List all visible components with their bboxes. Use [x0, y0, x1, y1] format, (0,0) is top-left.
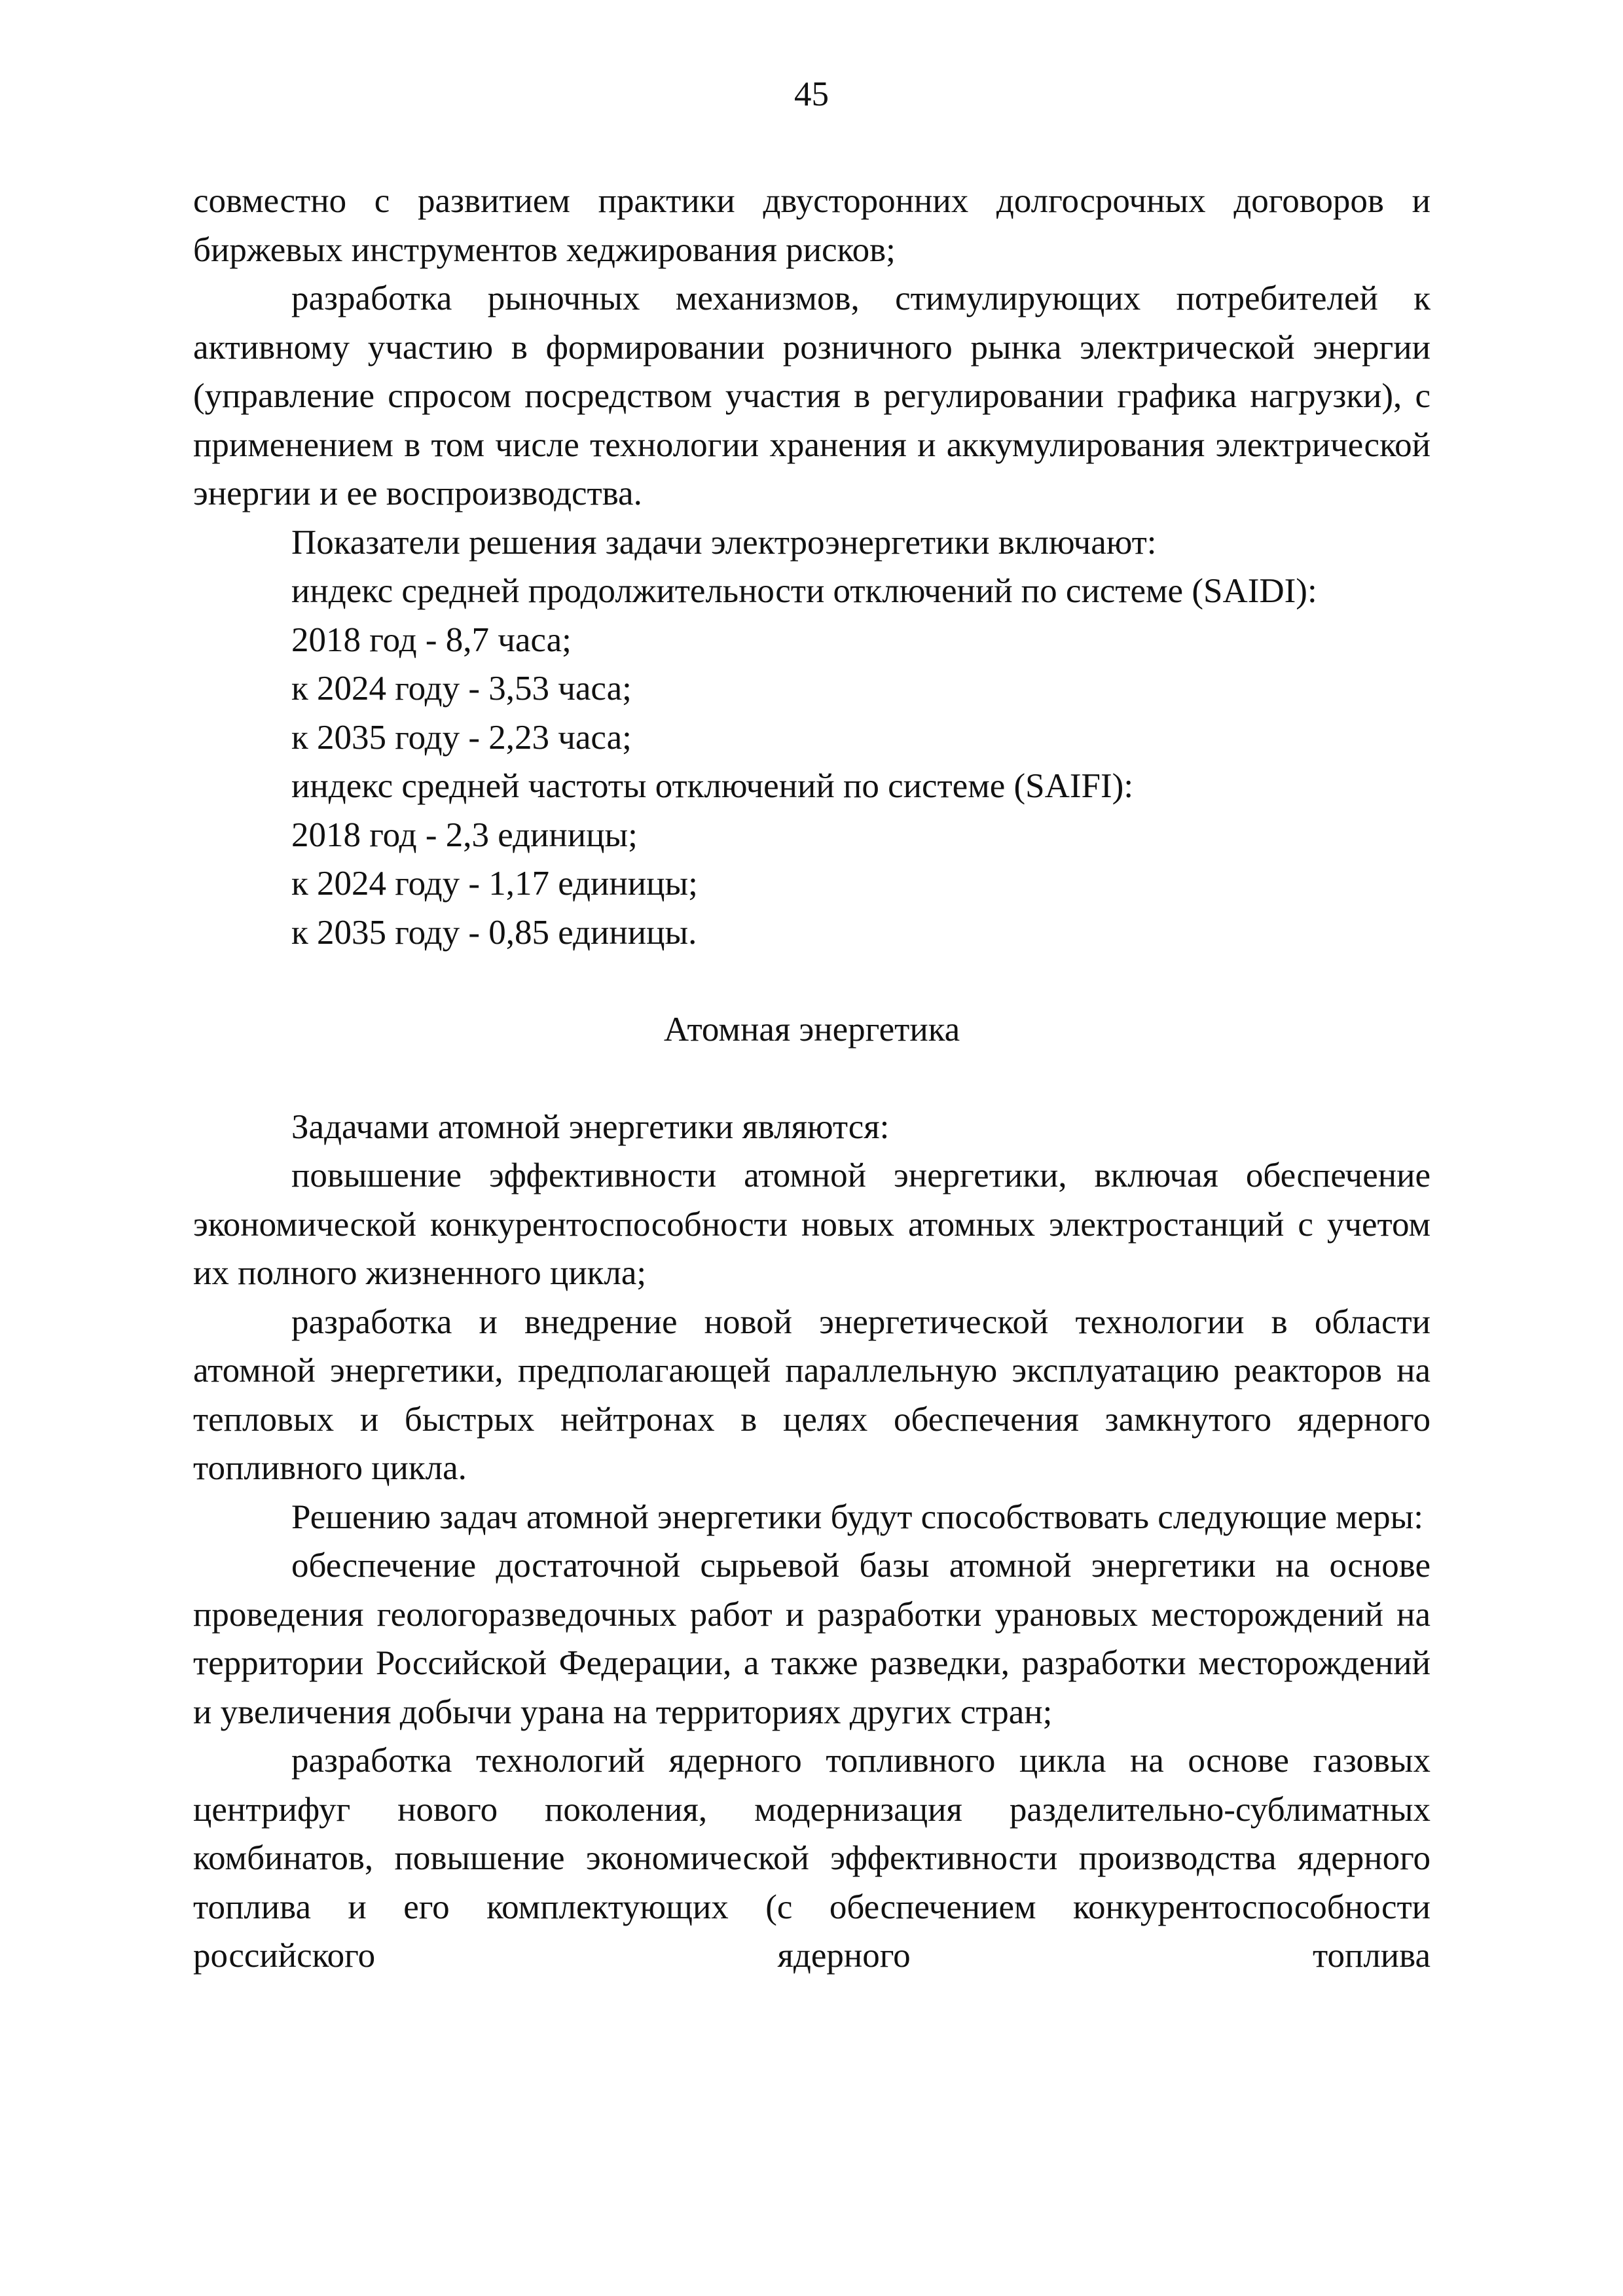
- saidi-2018: 2018 год - 8,7 часа;: [291, 620, 572, 659]
- saidi-title: индекс средней продолжительности отключений по системе (SAIDI):: [291, 572, 1317, 610]
- saifi-2035: к 2035 году - 0,85 единицы.: [291, 913, 697, 952]
- page-number: 45: [794, 75, 829, 113]
- saifi-2024: к 2024 году - 1,17 единицы;: [291, 865, 698, 903]
- indicators-intro: Показатели решения задачи электроэнергетики включают:: [291, 523, 1157, 562]
- nuclear-tasks-intro: Задачами атомной энергетики являются:: [291, 1107, 890, 1146]
- paragraph-measures-intro: Решению задач атомной энергетики будут способствовать следующие меры:: [291, 1498, 1423, 1536]
- paragraph-market-mechanisms: разработка рыночных механизмов, стимулирующих потребителей к активному участию в формировании розничного рынка электрической энергии (управление спросом посредством участия в регулировании графика нагрузки), с применением в том числе технологии хранения и аккумулирования электрической энергии и ее воспроизводства.: [193, 279, 1431, 512]
- paragraph-new-technology: разработка и внедрение новой энергетической технологии в области атомной энергетики, предполагающей параллельную эксплуатацию реакторов на тепловых и быстрых нейтронах в целях обеспечения замкнутого ядерного топливного цикла.: [193, 1302, 1431, 1487]
- section-heading: Атомная энергетика: [663, 1011, 960, 1049]
- saidi-2035: к 2035 году - 2,23 часа;: [291, 718, 632, 757]
- saifi-title: индекс средней частоты отключений по системе (SAIFI):: [291, 767, 1134, 805]
- paragraph-continuation: совместно с развитием практики двусторонних долгосрочных договоров и биржевых инструментов хеджирования рисков;: [193, 182, 1431, 269]
- document-body: [193, 177, 1431, 1981]
- saifi-2018: 2018 год - 2,3 единицы;: [291, 816, 638, 854]
- paragraph-efficiency: повышение эффективности атомной энергетики, включая обеспечение экономической конкурентоспособности новых атомных электростанций с учетом их полного жизненного цикла;: [193, 1157, 1431, 1292]
- paragraph-raw-materials: обеспечение достаточной сырьевой базы атомной энергетики на основе проведения геологоразведочных работ и разработки урановых месторождений на территории Российской Федерации, а также разведки, разработки месторождений и увеличения добычи урана на территориях других стран;: [193, 1547, 1431, 1731]
- saidi-2024: к 2024 году - 3,53 часа;: [291, 670, 632, 708]
- paragraph-fuel-cycle: разработка технологий ядерного топливного цикла на основе газовых центрифуг нового поколения, модернизация разделительно-сублиматных комбинатов, повышение экономической эффективности производства ядерного топлива и его комплектующих (с обеспечением конкурентоспособности российского ядерного топлива: [193, 1742, 1431, 1975]
